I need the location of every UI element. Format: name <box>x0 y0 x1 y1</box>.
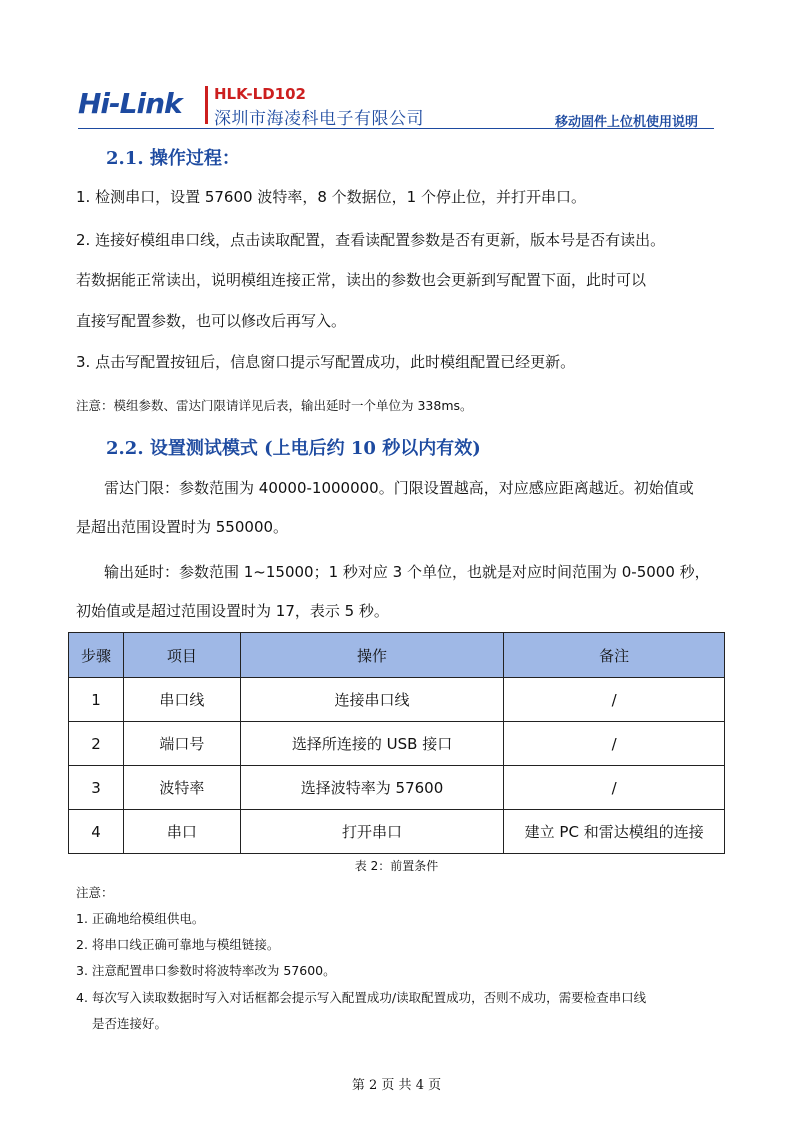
table-row <box>69 678 725 722</box>
table-header-row <box>69 633 725 678</box>
table-cell: 2 <box>69 722 124 766</box>
hi-link-logo <box>78 84 198 124</box>
note-item: 4. 每次写入读取数据时写入对话框都会提示写入配置成功/读取配置成功，否则不成功，需要检查串口线 <box>76 990 647 1005</box>
section-note: 注意：模组参数、雷达门限请详见后表，输出延时一个单位为 338ms。 <box>76 398 473 413</box>
model-name: HLK-LD102 <box>214 85 306 103</box>
table-row <box>69 810 725 854</box>
table-cell: / <box>504 722 725 766</box>
table-caption: 表 2：前置条件 <box>354 859 439 873</box>
paragraph: 初始值或是超过范围设置时为 17，表示 5 秒。 <box>76 602 389 620</box>
paragraph: 1. 检测串口，设置 57600 波特率，8 个数据位，1 个停止位，并打开串口。 <box>76 188 586 206</box>
header-rule <box>78 128 714 129</box>
paragraph: 2. 连接好模组串口线，点击读取配置，查看读配置参数是否有更新，版本号是否有读出。 <box>76 231 666 249</box>
column-header: 操作 <box>240 633 504 678</box>
table-cell: 4 <box>69 810 124 854</box>
prerequisite-table <box>68 632 725 854</box>
note-item: 2. 将串口线正确可靠地与模组链接。 <box>76 937 280 952</box>
table-cell: 打开串口 <box>240 810 504 854</box>
table-cell: 串口线 <box>123 678 240 722</box>
paragraph: 直接写配置参数，也可以修改后再写入。 <box>76 312 347 330</box>
section-title-operation: 2.1. 操作过程： <box>106 148 240 169</box>
note-item: 1. 正确地给模组供电。 <box>76 911 205 926</box>
header-divider <box>205 86 208 124</box>
table-cell: 1 <box>69 678 124 722</box>
column-header: 项目 <box>123 633 240 678</box>
table-cell: 端口号 <box>123 722 240 766</box>
section-title-test-mode: 2.2. 设置测试模式 (上电后约 10 秒以内有效) <box>106 438 481 459</box>
paragraph: 若数据能正常读出，说明模组连接正常，读出的参数也会更新到写配置下面，此时可以 <box>76 271 647 289</box>
note-item: 是否连接好。 <box>92 1016 168 1031</box>
company-name: 深圳市海凌科电子有限公司 <box>214 109 424 129</box>
table-cell: 3 <box>69 766 124 810</box>
paragraph: 雷达门限：参数范围为 40000-1000000。门限设置越高，对应感应距离越近。初始值或 <box>104 479 694 497</box>
table-cell: 连接串口线 <box>240 678 504 722</box>
notes-title: 注意： <box>76 885 114 900</box>
table-cell: 选择波特率为 57600 <box>240 766 504 810</box>
table-row <box>69 722 725 766</box>
table-cell: 选择所连接的 USB 接口 <box>240 722 504 766</box>
note-item: 3. 注意配置串口参数时将波特率改为 57600。 <box>76 963 336 978</box>
page-footer: 第 2 页 共 4 页 <box>351 1078 442 1093</box>
paragraph: 3. 点击写配置按钮后，信息窗口提示写配置成功，此时模组配置已经更新。 <box>76 353 576 371</box>
table-cell: 建立 PC 和雷达模组的连接 <box>504 810 725 854</box>
logo-text: Hi-Link <box>78 87 182 120</box>
paragraph: 是超出范围设置时为 550000。 <box>76 518 289 536</box>
column-header: 备注 <box>504 633 725 678</box>
column-header: 步骤 <box>69 633 124 678</box>
table-row <box>69 766 725 810</box>
table-cell: 串口 <box>123 810 240 854</box>
paragraph: 输出延时：参数范围 1~15000；1 秒对应 3 个单位，也就是对应时间范围为 0-5000 秒， <box>104 563 710 581</box>
document-title: 移动固件上位机使用说明 <box>555 115 699 130</box>
table-cell: 波特率 <box>123 766 240 810</box>
table-cell: / <box>504 678 725 722</box>
table-cell: / <box>504 766 725 810</box>
